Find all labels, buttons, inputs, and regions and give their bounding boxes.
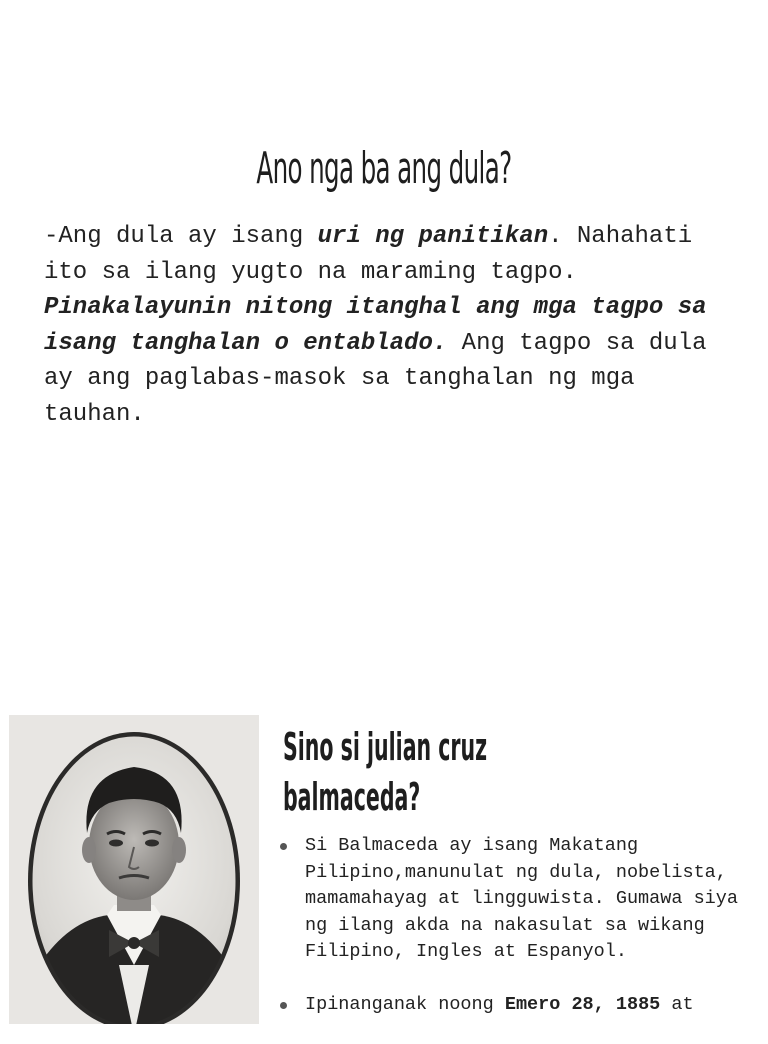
intro-text-2: . Nahahati ito sa ilang yugto na maraming tagpo. [44, 223, 693, 286]
section-title-line-1: Sino si julian cruz [283, 725, 488, 769]
portrait-photo [9, 715, 259, 1024]
section-title-line-2: balmaceda? [283, 775, 421, 819]
bullet-icon [280, 843, 287, 850]
bullet-list [277, 833, 757, 1044]
list-item [277, 833, 757, 966]
intro-text-1: -Ang dula ay isang [44, 223, 318, 250]
list-item [277, 992, 757, 1019]
bullet-text-post: at [660, 993, 694, 1015]
portrait-illustration [9, 715, 259, 1024]
bullet-text: Si Balmaceda ay isang Makatang Pilipino,manunulat ng dula, nobelista, mamamahayag at lingguwista. Gumawa siya ng ilang akda na nakasulat sa wikang Filipino, Ingles at Espanyol. [305, 835, 738, 962]
intro-text-3: Ang tagpo sa dula ay ang paglabas-masok sa tanghalan ng mga tauhan. [44, 329, 707, 428]
bullet-text-bold: Emero 28, 1885 [504, 993, 661, 1015]
bullet-icon [280, 1002, 287, 1009]
intro-emphasis-1: uri ng panitikan [317, 223, 549, 250]
section-title [283, 722, 488, 822]
intro-paragraph [44, 219, 744, 432]
page-title: Ano nga ba ang dula? [256, 143, 512, 194]
bullet-text-pre: Ipinanganak noong [305, 993, 505, 1015]
intro-emphasis-2: Pinakalayunin nitong itanghal ang mga tagpo sa isang tanghalan o entablado. [44, 294, 707, 357]
